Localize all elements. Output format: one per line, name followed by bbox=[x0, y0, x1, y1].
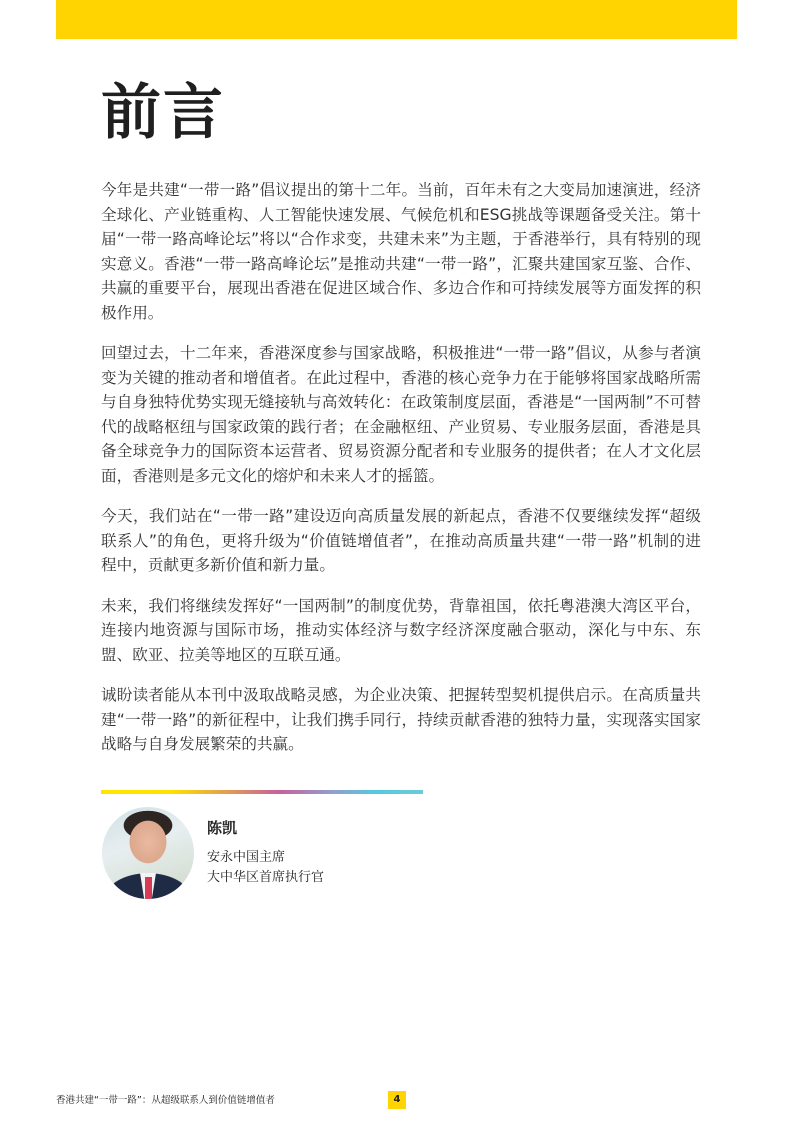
footer-publication-title: 香港共建“一带一路”：从超级联系人到价值链增值者 bbox=[56, 1095, 275, 1106]
paragraph-1: 今年是共建“一带一路”倡议提出的第十二年。当前，百年未有之大变局加速演进，经济全球化、产业链重构、人工智能快速发展、气候危机和ESG挑战等课题备受关注。第十届“一带一路高峰论坛”将以“合作求变，共建未来”为主题，于香港举行，具有特别的现实意义。香港“一带一路高峰论坛”是推动共建“一带一路”，汇聚共建国家互鉴、合作、共赢的重要平台，展现出香港在促进区域合作、多边合作和可持续发展等方面发挥的积极作用。 bbox=[101, 181, 701, 322]
foreword-body bbox=[101, 178, 701, 773]
signatory-name: 陈凯 bbox=[207, 819, 238, 837]
paragraph-2: 回望过去，十二年来，香港深度参与国家战略，积极推进“一带一路”倡议，从参与者演变为关键的推动者和增值者。在此过程中，香港的核心竞争力在于能够将国家战略所需与自身独特优势实现无缝接轨与高效转化：在政策制度层面，香港是“一国两制”不可替代的战略枢纽与国家政策的践行者；在金融枢纽、产业贸易、专业服务层面，香港是具备全球竞争力的国际资本运营者、贸易资源分配者和专业服务的提供者；在人才文化层面，香港则是多元文化的熔炉和未来人才的摇篮。 bbox=[101, 344, 701, 485]
page-title: 前言 bbox=[101, 78, 225, 148]
signatory-title-2: 大中华区首席执行官 bbox=[207, 870, 325, 885]
paragraph-4: 未来，我们将继续发挥好“一国两制”的制度优势，背靠祖国，依托粤港澳大湾区平台，连接内地资源与国际市场，推动实体经济与数字经济深度融合驱动，深化与中东、东盟、欧亚、拉美等地区的互联互通。 bbox=[101, 596, 701, 664]
paragraph-5: 诚盼读者能从本刊中汲取战略灵感，为企业决策、把握转型契机提供启示。在高质量共建“一带一路”的新征程中，让我们携手同行，持续贡献香港的独特力量，实现落实国家战略与自身发展繁荣的共赢。 bbox=[101, 686, 701, 753]
paragraph-3: 今天，我们站在“一带一路”建设迈向高质量发展的新起点，香港不仅要继续发挥“超级联系人”的角色，更将升级为“价值链增值者”，在推动高质量共建“一带一路”机制的进程中，贡献更多新价值和新力量。 bbox=[101, 507, 701, 574]
signatory-title-1: 安永中国主席 bbox=[207, 850, 286, 865]
top-accent-bar bbox=[56, 0, 737, 39]
portrait-photo-icon bbox=[102, 807, 194, 899]
gradient-divider bbox=[101, 790, 423, 794]
page-number-badge: 4 bbox=[388, 1091, 406, 1109]
tie-shape bbox=[145, 877, 152, 899]
